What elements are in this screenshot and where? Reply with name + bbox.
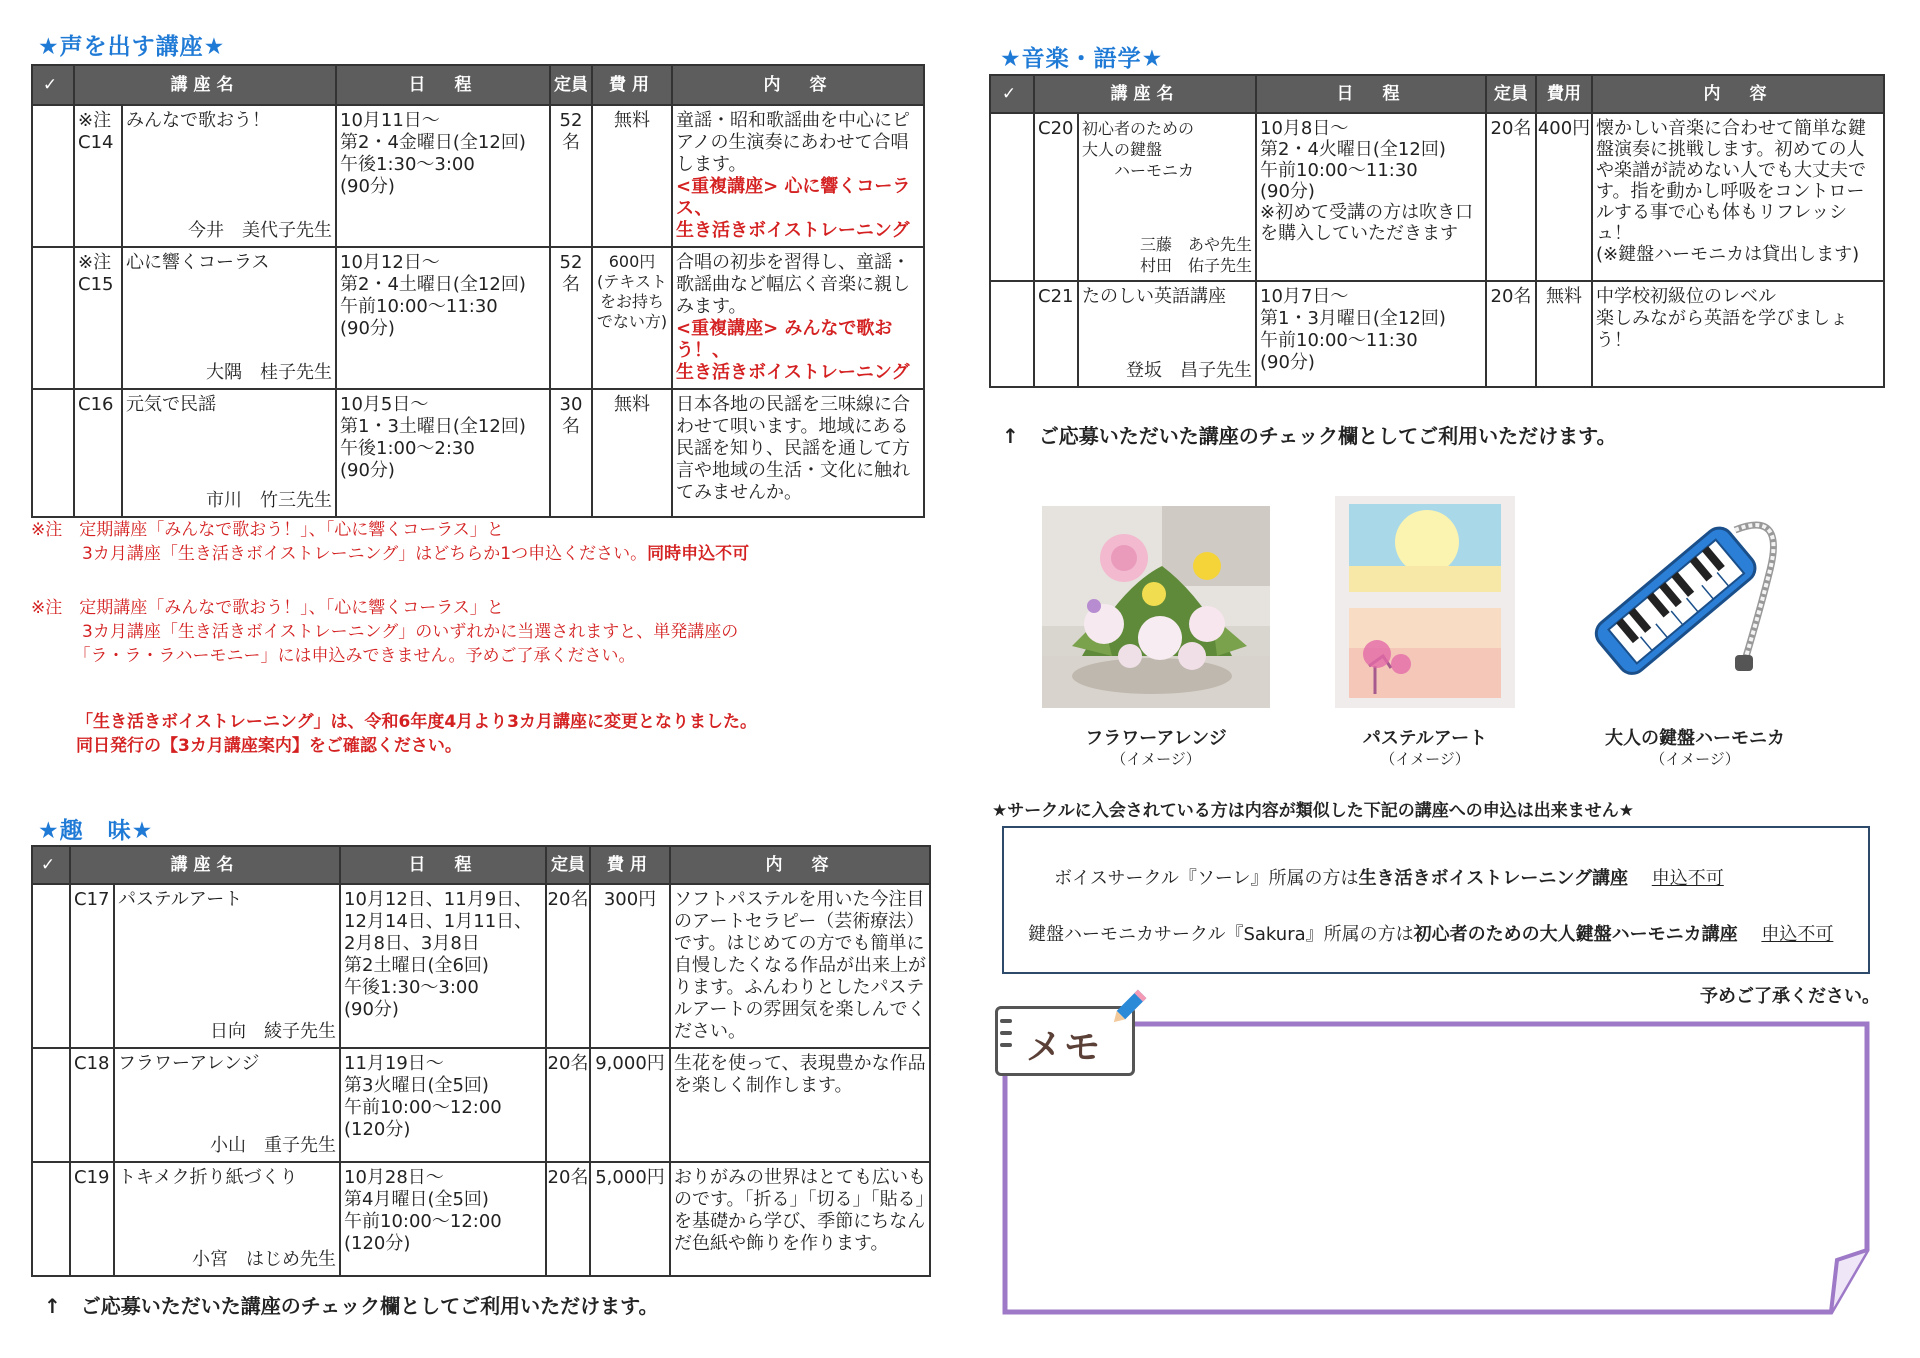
course-code: C17 bbox=[70, 884, 114, 1048]
voice-course-table bbox=[31, 64, 925, 518]
course-description: 合唱の初歩を習得し、童謡・歌謡曲など幅広く音楽に親しみます。 bbox=[676, 252, 910, 317]
table-row bbox=[32, 105, 924, 247]
image-caption-title: 大人の鍵盤ハーモニカ bbox=[1605, 728, 1785, 749]
teacher-name: 登坂 昌子先生 bbox=[1126, 360, 1252, 381]
course-description: 懐かしい音楽に合わせて簡単な鍵盤演奏に挑戦します。初めての人や楽譜が読めない人でも大丈夫です。指を動かし呼吸をコントロールする事で心も体もリフレッシュ！ (※鍵盤ハーモニカは貸出します) bbox=[1592, 113, 1884, 281]
course-schedule: 10月28日〜 第4月曜日(全5回) 午前10:00〜12:00 (120分) bbox=[340, 1162, 546, 1276]
course-schedule: 10月8日〜 第2・4火曜日(全12回) 午前10:00〜11:30 (90分) ※初めて受講の方は吹き口を購入していただきます bbox=[1256, 113, 1486, 281]
teacher-name: 小山 重子先生 bbox=[210, 1135, 336, 1156]
check-column-header: ✓ bbox=[32, 846, 70, 884]
table-row bbox=[32, 1162, 930, 1276]
check-box-cell[interactable] bbox=[32, 884, 70, 1048]
table-row bbox=[32, 247, 924, 389]
course-name: トキメク折り紙づくり bbox=[118, 1167, 298, 1188]
course-schedule: 10月12日、11月9日、 12月14日、1月11日、 2月8日、3月8日 第2土曜日(全6回) 午後1:30〜3:00 (90分) bbox=[340, 884, 546, 1048]
course-capacity: 20名 bbox=[1486, 281, 1536, 387]
capacity-column-header: 定員 bbox=[1486, 75, 1536, 113]
course-fee: 400円 bbox=[1536, 113, 1592, 281]
course-code: C20 bbox=[1034, 113, 1078, 281]
pencil-icon bbox=[1108, 988, 1148, 1028]
course-code: ※注 C14 bbox=[74, 105, 122, 247]
course-schedule: 11月19日〜 第3火曜日(全5回) 午前10:00〜12:00 (120分) bbox=[340, 1048, 546, 1162]
image-caption-title: パステルアート bbox=[1362, 728, 1488, 749]
course-fee: 無料 bbox=[592, 389, 672, 517]
name-column-header: 講座名 bbox=[1034, 75, 1256, 113]
memo-title: メモ bbox=[1026, 1027, 1103, 1068]
circle-notice-line: 鍵盤ハーモニカサークル『Sakura』所属の方は初心者のための大人鍵盤ハーモニカ講座 申込不可 bbox=[1028, 924, 1834, 945]
content-column-header: 内 容 bbox=[1592, 75, 1884, 113]
content-column-header: 内 容 bbox=[672, 65, 924, 105]
schedule-column-header: 日 程 bbox=[336, 65, 550, 105]
teacher-name: 今井 美代子先生 bbox=[188, 220, 332, 241]
check-box-cell[interactable] bbox=[32, 1048, 70, 1162]
course-name: 心に響くコーラス bbox=[126, 252, 270, 273]
course-name: 元気で民謡 bbox=[126, 394, 216, 415]
restricted-course: 初心者のための大人鍵盤ハーモニカ講座 bbox=[1413, 924, 1738, 945]
fee-column-header: 費用 bbox=[590, 846, 670, 884]
course-schedule: 10月5日〜 第1・3土曜日(全12回) 午後1:00〜2:30 (90分) bbox=[336, 389, 550, 517]
check-column-note: ↑ ご応募いただいた講座のチェック欄としてご利用いただけます。 bbox=[1002, 424, 1617, 448]
keyboard-harmonica-illustration bbox=[1585, 500, 1795, 690]
course-description: 中学校初級位のレベル 楽しみながら英語を学びましょう！ bbox=[1592, 281, 1884, 387]
not-allowed-label: 申込不可 bbox=[1761, 924, 1834, 945]
course-code: C18 bbox=[70, 1048, 114, 1162]
course-name: フラワーアレンジ bbox=[118, 1053, 260, 1074]
circle-notice-box bbox=[1002, 826, 1870, 974]
check-box-cell[interactable] bbox=[990, 113, 1034, 281]
course-capacity: 20名 bbox=[546, 1048, 590, 1162]
course-schedule: 10月12日〜 第2・4土曜日(全12回) 午前10:00〜11:30 (90分) bbox=[336, 247, 550, 389]
course-name: たのしい英語講座 bbox=[1082, 286, 1226, 307]
note-simultaneous-application: ※注 定期講座「みんなで歌おう！」、「心に響くコーラス」と 3カ月講座「生き活きボイストレーニング」はどちらか1つ申込ください。同時申込不可 bbox=[31, 520, 750, 564]
course-schedule: 10月11日〜 第2・4金曜日(全12回) 午後1:30〜3:00 (90分) bbox=[336, 105, 550, 247]
course-capacity: 20名 bbox=[546, 1162, 590, 1276]
course-description: 日本各地の民謡を三味線に合わせて唄います。地域にある民謡を知り、民謡を通して方言や地域の生活・文化に触れてみませんか。 bbox=[676, 394, 910, 503]
name-column-header: 講座名 bbox=[74, 65, 336, 105]
flower-arrangement-photo bbox=[1042, 506, 1270, 708]
course-capacity: 20名 bbox=[546, 884, 590, 1048]
image-caption-sub: （イメージ） bbox=[1111, 750, 1201, 768]
voice-section-title: ★声を出す講座★ bbox=[38, 34, 226, 60]
note-single-course: ※注 定期講座「みんなで歌おう！」、「心に響くコーラス」と 3カ月講座「生き活きボイストレーニング」のいずれかに当選されますと、単発講座の 「ラ・ラ・ラハーモニー」には申込みできません。予めご了承ください。 bbox=[31, 598, 739, 666]
check-column-note: ↑ ご応募いただいた講座のチェック欄としてご利用いただけます。 bbox=[44, 1294, 659, 1318]
teacher-name: 三藤 あや先生 村田 佑子先生 bbox=[1139, 235, 1252, 275]
table-row bbox=[32, 1048, 930, 1162]
capacity-column-header: 定員 bbox=[546, 846, 590, 884]
course-description: 生花を使って、表現豊かな作品を楽しく制作します。 bbox=[670, 1048, 930, 1162]
schedule-column-header: 日 程 bbox=[1256, 75, 1486, 113]
course-fee: 300円 bbox=[590, 884, 670, 1048]
content-column-header: 内 容 bbox=[670, 846, 930, 884]
name-column-header: 講座名 bbox=[70, 846, 340, 884]
table-row bbox=[32, 389, 924, 517]
course-name: みんなで歌おう！ bbox=[126, 110, 270, 131]
check-box-cell[interactable] bbox=[32, 389, 74, 517]
course-description: ソフトパステルを用いた今注目のアートセラピー（芸術療法）です。はじめての方でも簡単に自慢したくなる作品が出来上がります。ふんわりとしたパステルアートの雰囲気を楽しんでください。 bbox=[670, 884, 930, 1048]
course-code: C19 bbox=[70, 1162, 114, 1276]
duplicate-course-note: <重複講座> 心に響くコーラス、 生き活きボイストレーニング bbox=[676, 176, 911, 241]
image-caption-sub: （イメージ） bbox=[1650, 750, 1740, 768]
course-description: おりがみの世界はとても広いものです。「折る」「切る」「貼る」を基礎から学び、季節にちなんだ色紙や飾りを作ります。 bbox=[670, 1162, 930, 1276]
check-box-cell[interactable] bbox=[990, 281, 1034, 387]
circle-notice-footer: 予めご了承ください。 bbox=[1700, 986, 1880, 1007]
course-capacity: 30名 bbox=[550, 389, 592, 517]
check-column-header: ✓ bbox=[32, 65, 74, 105]
fee-column-header: 費用 bbox=[1536, 75, 1592, 113]
notebook-rings-icon bbox=[1000, 1019, 1012, 1063]
hobby-course-table bbox=[31, 845, 931, 1277]
note-emphasis: 同時申込不可 bbox=[647, 544, 750, 564]
schedule-column-header: 日 程 bbox=[340, 846, 546, 884]
fee-column-header: 費用 bbox=[592, 65, 672, 105]
check-column-header: ✓ bbox=[990, 75, 1034, 113]
course-description: 童謡・昭和歌謡曲を中心にピアノの生演奏にあわせて合唱します。 bbox=[676, 110, 910, 175]
course-code: C21 bbox=[1034, 281, 1078, 387]
course-name: パステルアート bbox=[118, 889, 243, 910]
check-box-cell[interactable] bbox=[32, 105, 74, 247]
course-name: 初心者のための 大人の鍵盤 ハーモニカ bbox=[1082, 119, 1195, 180]
course-capacity: 20名 bbox=[1486, 113, 1536, 281]
check-box-cell[interactable] bbox=[32, 1162, 70, 1276]
table-row bbox=[990, 281, 1884, 387]
music-section-title: ★音楽・語学★ bbox=[1000, 46, 1164, 72]
image-caption-sub: （イメージ） bbox=[1380, 750, 1470, 768]
table-row bbox=[990, 113, 1884, 281]
course-fee: 5,000円 bbox=[590, 1162, 670, 1276]
not-allowed-label: 申込不可 bbox=[1651, 868, 1724, 889]
course-fee: 600円 (テキストをお持ちでない方) bbox=[592, 247, 672, 389]
course-fee: 無料 bbox=[592, 105, 672, 247]
note-voice-training-change: 「生き活きボイストレーニング」は、令和6年度4月より3カ月講座に変更となりました。 同日発行の【3カ月講座案内】をご確認ください。 bbox=[76, 712, 757, 756]
course-fee: 9,000円 bbox=[590, 1048, 670, 1162]
duplicate-course-note: <重複講座> みんなで歌おう！、 生き活きボイストレーニング bbox=[676, 318, 910, 383]
hobby-section-title: ★趣 味★ bbox=[38, 818, 154, 844]
course-capacity: 52名 bbox=[550, 247, 592, 389]
table-row bbox=[32, 884, 930, 1048]
capacity-column-header: 定員 bbox=[550, 65, 592, 105]
teacher-name: 小宮 はじめ先生 bbox=[192, 1249, 336, 1270]
course-schedule: 10月7日〜 第1・3月曜日(全12回) 午前10:00〜11:30 (90分) bbox=[1256, 281, 1486, 387]
teacher-name: 市川 竹三先生 bbox=[206, 490, 332, 511]
check-box-cell[interactable] bbox=[32, 247, 74, 389]
teacher-name: 日向 綾子先生 bbox=[210, 1021, 336, 1042]
course-capacity: 52名 bbox=[550, 105, 592, 247]
course-code: C16 bbox=[74, 389, 122, 517]
pastel-art-photo bbox=[1335, 496, 1515, 708]
circle-notice-line: ボイスサークル『ソーレ』所属の方は生き活きボイストレーニング講座 申込不可 bbox=[1054, 868, 1724, 889]
course-fee: 無料 bbox=[1536, 281, 1592, 387]
circle-notice-heading: ★サークルに入会されている方は内容が類似した下記の講座への申込は出来ません★ bbox=[992, 801, 1634, 821]
teacher-name: 大隅 桂子先生 bbox=[206, 362, 332, 383]
course-code: ※注 C15 bbox=[74, 247, 122, 389]
image-caption-title: フラワーアレンジ bbox=[1085, 728, 1227, 749]
music-language-course-table bbox=[989, 74, 1885, 388]
restricted-course: 生き活きボイストレーニング講座 bbox=[1358, 868, 1629, 889]
